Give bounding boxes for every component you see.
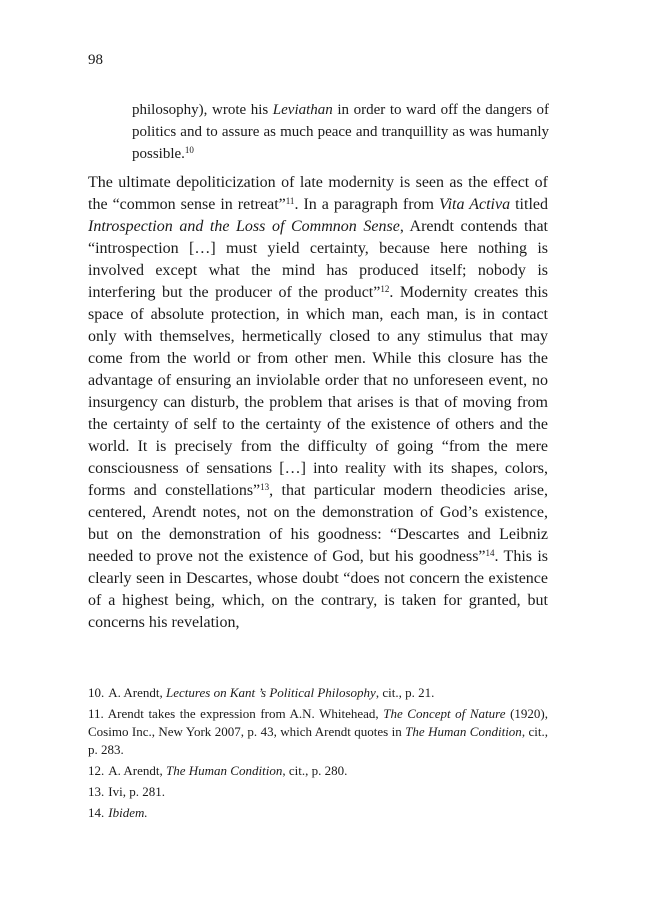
body-text-6: , that particular modern theodicies arise, centered, Arendt notes, not on the demonstration of God’s existence, but on the demonstration of his goodness: “Descartes and Leibniz needed to prove not the existence of God, but his goodness” (88, 482, 549, 565)
quote-text-end: in order to ward off the dangers of politics and to assure as much peace and tranquillity as was humanly possible. (132, 102, 550, 162)
footnote-title: The Human Condition (405, 724, 522, 739)
footnote-text: (1920), Cosimo Inc., New York 2007, p. 43, which Arendt quotes in (88, 706, 548, 739)
footnote-12 (88, 762, 548, 780)
footnote-number: 14. (88, 805, 105, 820)
body-text-1: The ultimate depoliticization of late modernity is seen as the effect of the “common sense in retreat” (88, 174, 548, 213)
body-text-7: . This is clearly seen in Descartes, whose doubt “does not concern the existence of a highest being, which, on the contrary, is taken for granted, but concerns his revelation, (88, 548, 548, 631)
footnote-number: 11. (88, 706, 104, 721)
body-text-4: , Arendt contends that “introspection […] must yield certainty, because here nothing is involved except what the mind has produced itself; nobody is interfering but the producer of the product” (88, 218, 548, 301)
footnote-text: A. Arendt, (108, 763, 167, 778)
footnote-text: Ivi, p. 281. (108, 784, 165, 799)
footnote-number: 13. (88, 784, 105, 799)
body-text-2: . In a paragraph from (294, 196, 440, 213)
footnote-ref-14: 14 (485, 548, 495, 558)
footnote-text: , cit., p. 21. (375, 685, 435, 700)
body-text-5: . Modernity creates this space of absolute protection, in which man, each man, is in contact only with themselves, hermetically closed to any stimulus that may come from the world or from other men. While this closure has the advantage of ensuring an inviolable order that no unforeseen event, no insurgency can disturb, the problem that arises is that of moving from the certainty of self to the certainty of the existence of others and the world. It is precisely from the difficulty of going “from the mere consciousness of sensations […] into reality with its shapes, colors, forms and constellations” (88, 284, 548, 499)
title-introspection: Introspection and the Loss of Commnon Sense (88, 218, 400, 235)
footnote-14 (88, 804, 548, 822)
footnote-text: Arendt takes the expression from A.N. Whitehead, (107, 706, 384, 721)
footnote-title: The Human Condition (166, 763, 283, 778)
footnote-text: A. Arendt, (108, 685, 167, 700)
body-paragraph (88, 172, 548, 634)
title-vita-activa: Vita Activa (439, 196, 511, 213)
footnote-title: The Concept of Nature (383, 706, 506, 721)
footnote-11 (88, 705, 548, 759)
footnote-ref-13: 13 (260, 482, 270, 492)
footnote-10 (88, 684, 548, 702)
block-quote (132, 99, 549, 165)
footnote-text: , cit., p. 283. (88, 724, 548, 757)
footnote-number: 12. (88, 763, 105, 778)
footnote-text: , cit., p. 280. (282, 763, 348, 778)
footnote-title: Ibidem. (108, 805, 148, 820)
quote-text: philosophy), wrote his (132, 102, 273, 118)
footnote-title: Lectures on Kant ’s Political Philosophy (166, 685, 376, 700)
footnote-13 (88, 783, 548, 801)
footnote-number: 10. (88, 685, 105, 700)
footnote-ref-11: 11 (285, 196, 295, 206)
body-text-3: titled (510, 196, 548, 213)
page-number: 98 (88, 52, 103, 68)
quote-title-leviathan: Leviathan (272, 102, 333, 118)
footnote-ref-12: 12 (380, 284, 390, 294)
footnotes (88, 684, 548, 825)
footnote-ref-10: 10 (184, 145, 194, 155)
